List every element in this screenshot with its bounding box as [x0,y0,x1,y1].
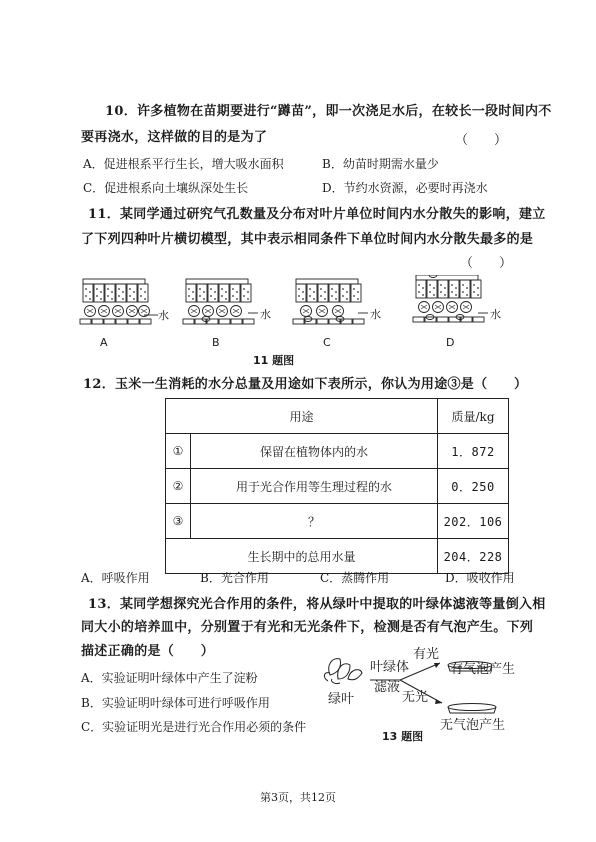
q10-option-d: D．节约水资源，必要时再浇水 [322,181,488,195]
q11-water-label-d: 水 [490,308,501,321]
q11-answer-paren: （ ） [460,256,513,271]
table-header-mass: 质量/kg [438,399,509,434]
q12-stem: 12．玉米一生消耗的水分总量及用途如下表所示，你认为用途③是（ ） [83,377,528,392]
q11-leaf-models-figure [78,275,508,350]
q13-stem-line3: 描述正确的是（ ） [81,644,215,659]
leaf-icon [324,659,362,684]
table-row [166,469,509,504]
q11-model-c [293,279,364,324]
q12-option-a: A．呼吸作用 [81,571,150,585]
q11-figure-caption: 11 题图 [253,354,295,367]
q13-filtrate-label-1: 叶绿体 [370,660,410,675]
q10-option-c: C．促进根系向土壤纵深处生长 [83,181,249,195]
total-mass: 204．228 [438,539,509,574]
q12-option-c: C．蒸腾作用 [320,571,390,585]
q13-figure-caption: 13 题图 [382,730,424,743]
q11-label-d: D [446,336,455,349]
q11-model-d [413,275,484,322]
row-use: 保留在植物体内的水 [191,434,438,469]
q13-no-bubbles-label: 无气泡产生 [440,718,506,733]
table-header-row [166,399,509,434]
q12-option-d: D．吸收作用 [445,571,515,585]
q13-leaf-label: 绿叶 [328,692,355,707]
q13-stem-line1: 13．某同学想探究光合作用的条件，将从绿叶中提取的叶绿体滤液等量倒入相 [88,597,546,612]
q10-option-b: B．幼苗时期需水量少 [322,157,439,171]
q13-filtrate-label-2: 滤液 [374,680,401,695]
row-mass: 1．872 [438,434,509,469]
q11-water-label-a: 水 [158,309,169,322]
q11-stem-line2: 了下列四种叶片横切模型，其中表示相同条件下单位时间内水分散失最多的是 [81,232,534,247]
q10-stem-line1: 10．许多植物在苗期要进行“蹲苗”，即一次浇足水后，在较长一段时间内不 [105,104,552,119]
q11-model-a [80,279,151,324]
total-label: 生长期中的总用水量 [166,539,438,574]
q13-light-label: 有光 [413,647,440,662]
q11-stem-line1: 11．某同学通过研究气孔数量及分布对叶片单位时间内水分散失的影响，建立 [88,207,546,222]
q13-bubbles-label: 有气泡产生 [450,662,516,677]
row-number: ② [166,469,191,504]
q13-stem-line2: 同大小的培养皿中，分别置于有光和无光条件下，检测是否有气泡产生。下列 [81,620,534,635]
q11-label-b: B [212,336,220,349]
q11-model-b [183,279,254,324]
table-row [166,434,509,469]
table-row [166,504,509,539]
q11-water-label-c: 水 [370,308,381,321]
q11-label-a: A [100,336,108,349]
q11-label-c: C [323,336,331,349]
q13-option-c: C．实验证明光是进行光合作用必须的条件 [81,720,307,734]
q13-option-b: B．实验证明叶绿体可进行呼吸作用 [81,696,270,710]
row-number: ③ [166,504,191,539]
row-use: ？ [191,504,438,539]
row-number: ① [166,434,191,469]
row-use: 用于光合作用等生理过程的水 [191,469,438,504]
page-number-footer: 第3页，共12页 [260,791,336,804]
q10-stem-line2: 要再浇水，这样做的目的是为了 [81,130,268,145]
q12-option-b: B．光合作用 [200,571,269,585]
q13-dark-label: 无光 [402,690,429,705]
table-header-use: 用途 [166,399,438,434]
q12-water-usage-table [165,398,509,574]
q10-option-a: A．促进根系平行生长，增大吸水面积 [83,157,284,171]
row-mass: 202．106 [438,504,509,539]
row-mass: 0．250 [438,469,509,504]
table-total-row [166,539,509,574]
q13-option-a: A．实验证明叶绿体中产生了淀粉 [81,671,258,685]
q10-answer-paren: （ ） [455,133,508,148]
q11-water-label-b: 水 [260,308,271,321]
petri-dish-icon [448,704,496,714]
